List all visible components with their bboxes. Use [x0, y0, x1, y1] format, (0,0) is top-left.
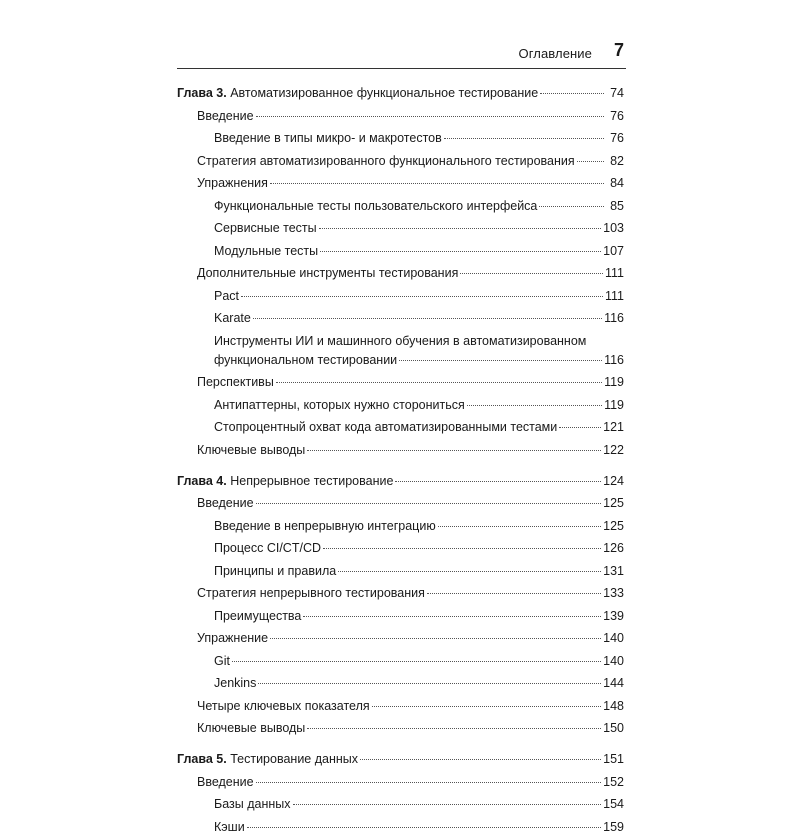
toc-page-number: 116 — [604, 311, 624, 325]
toc-entry-title: Введение — [197, 108, 254, 123]
toc-entry-title: Модульные тесты — [214, 243, 319, 258]
toc-entry-title: Сервисные тесты — [214, 221, 317, 235]
toc-entry[interactable] — [177, 697, 624, 716]
toc-page-number: 116 — [604, 352, 624, 367]
toc-page-number: 150 — [603, 721, 624, 735]
toc-entry[interactable] — [177, 242, 624, 261]
toc-page-number: 152 — [603, 774, 624, 789]
toc-page-number: 76 — [610, 108, 624, 123]
chapter-title: Тестирование данных — [230, 752, 359, 766]
toc-entry[interactable] — [177, 795, 624, 814]
toc-entry[interactable] — [177, 396, 624, 415]
toc-entry-title: Введение в типы микро- и макротестов — [214, 131, 442, 145]
toc-entry-title-continued: функциональном тестировании — [214, 352, 398, 367]
dot-leader — [427, 593, 601, 594]
toc-entry[interactable] — [177, 197, 624, 216]
toc-entry-title: Функциональные тесты пользовательского интерфейса — [214, 198, 538, 213]
dot-leader — [539, 206, 604, 207]
toc-entry[interactable] — [177, 418, 624, 437]
dot-leader — [307, 450, 601, 451]
toc-page-number: 125 — [603, 518, 624, 533]
page-number: 7 — [613, 40, 624, 60]
dot-leader — [559, 427, 601, 428]
dot-leader — [540, 93, 604, 94]
dot-leader — [467, 405, 602, 406]
dot-leader — [319, 228, 602, 229]
toc-entry-title: Инструменты ИИ и машинного обучения в автоматизированном — [214, 333, 587, 348]
toc-page-number: 131 — [603, 563, 624, 578]
toc-entry-title: Преимущества — [214, 608, 302, 623]
dot-leader — [577, 161, 604, 162]
toc-page-number: 111 — [604, 266, 624, 280]
toc-entry-title: Перспективы — [197, 375, 274, 389]
toc-entry[interactable] — [177, 152, 624, 171]
toc-entry-title: Процесс CI/CT/CD — [214, 541, 321, 555]
running-header — [177, 40, 626, 69]
toc-page-number: 111 — [604, 288, 624, 303]
toc-entry-title: Git — [214, 653, 230, 668]
dot-leader — [320, 251, 601, 252]
dot-leader — [460, 273, 603, 274]
toc-entry-title: Кэши — [214, 819, 245, 834]
toc-page-number: 133 — [603, 586, 624, 600]
toc-page-number: 85 — [610, 198, 624, 213]
toc-page-number: 121 — [603, 420, 624, 434]
toc-entry[interactable] — [177, 441, 624, 460]
dot-leader — [258, 683, 601, 684]
toc-page-number: 119 — [604, 397, 624, 412]
dot-leader — [395, 481, 601, 482]
dot-leader — [303, 616, 601, 617]
dot-leader — [232, 661, 601, 662]
toc-entry-title: Антипаттерны, которых нужно сторониться — [214, 397, 465, 412]
dot-leader — [307, 728, 601, 729]
dot-leader — [253, 318, 602, 319]
toc-page-number: 125 — [603, 496, 624, 510]
toc-page-number: 124 — [603, 473, 624, 488]
dot-leader — [270, 638, 601, 639]
toc-page-number: 140 — [603, 653, 624, 668]
toc-page-number: 159 — [603, 819, 624, 834]
toc-page-number: 140 — [603, 631, 624, 645]
toc-entry[interactable] — [177, 584, 624, 603]
toc-entry-title: Стопроцентный охват кода автоматизированными тестами — [214, 420, 558, 434]
toc-chapter-3[interactable] — [177, 84, 624, 103]
toc-entry-title: Стратегия автоматизированного функционального тестирования — [197, 153, 575, 168]
toc-page-number: 154 — [603, 797, 624, 811]
toc-page-number: 139 — [603, 608, 624, 623]
dot-leader — [256, 116, 604, 117]
toc-entry-title: Принципы и правила — [214, 563, 337, 578]
toc-entry[interactable] — [177, 373, 624, 392]
toc-page-number: 126 — [603, 541, 624, 555]
dot-leader — [270, 183, 604, 184]
chapter-title: Непрерывное тестирование — [230, 473, 394, 488]
dot-leader — [293, 804, 602, 805]
toc-entry-title: Дополнительные инструменты тестирования — [197, 266, 459, 280]
toc-entry[interactable] — [177, 174, 624, 193]
table-of-contents — [177, 84, 624, 840]
toc-page-number: 103 — [603, 221, 624, 235]
toc-entry-title: Введение — [197, 496, 254, 510]
toc-entry[interactable] — [177, 652, 624, 671]
chapter-label: Глава 4. — [177, 473, 227, 488]
toc-entry[interactable] — [177, 773, 624, 792]
toc-entry-multiline[interactable] — [177, 332, 624, 370]
toc-page-number: 151 — [603, 752, 624, 766]
toc-entry[interactable] — [177, 607, 624, 626]
dot-leader — [372, 706, 602, 707]
toc-entry-title: Введение — [197, 774, 254, 789]
dot-leader — [399, 360, 602, 361]
dot-leader — [438, 526, 601, 527]
toc-entry[interactable] — [177, 107, 624, 126]
toc-chapter-5[interactable] — [177, 750, 624, 769]
dot-leader — [323, 548, 601, 549]
dot-leader — [247, 827, 601, 828]
toc-entry[interactable] — [177, 719, 624, 738]
toc-entry[interactable] — [177, 629, 624, 648]
toc-page-number: 76 — [610, 131, 624, 145]
toc-entry-title: Введение в непрерывную интеграцию — [214, 518, 436, 533]
toc-entry-title: Ключевые выводы — [197, 442, 306, 457]
chapter-title: Автоматизированное функциональное тестирование — [230, 86, 539, 100]
toc-entry-title: Стратегия непрерывного тестирования — [197, 586, 425, 600]
toc-chapter-4[interactable] — [177, 472, 624, 491]
toc-entry[interactable] — [177, 494, 624, 513]
toc-entry-title: Ключевые выводы — [197, 721, 306, 735]
toc-entry-title: Базы данных — [214, 797, 291, 811]
toc-page-number: 119 — [604, 375, 624, 389]
toc-entry[interactable] — [177, 287, 624, 306]
toc-page-number: 148 — [603, 698, 624, 713]
dot-leader — [360, 759, 601, 760]
toc-entry[interactable] — [177, 674, 624, 693]
dot-leader — [256, 782, 602, 783]
dot-leader — [276, 382, 602, 383]
toc-page-number: 122 — [603, 442, 624, 457]
toc-entry[interactable] — [177, 517, 624, 536]
toc-entry-title: Jenkins — [214, 676, 257, 690]
dot-leader — [444, 138, 604, 139]
toc-entry-title: Четыре ключевых показателя — [197, 698, 370, 713]
toc-entry[interactable] — [177, 264, 624, 283]
chapter-label: Глава 5. — [177, 752, 227, 766]
chapter-gap — [177, 742, 624, 751]
toc-page-number: 84 — [610, 176, 624, 190]
dot-leader — [241, 296, 603, 297]
toc-entry[interactable] — [177, 129, 624, 148]
running-header-title: Оглавление — [518, 46, 592, 61]
toc-entry-title: Упражнения — [197, 176, 268, 190]
toc-entry-title: Karate — [214, 311, 251, 325]
toc-entry[interactable] — [177, 219, 624, 238]
dot-leader — [256, 503, 602, 504]
toc-page-number: 82 — [610, 153, 624, 168]
chapter-label: Глава 3. — [177, 86, 227, 100]
toc-entry-title: Pact — [214, 288, 240, 303]
toc-entry[interactable] — [177, 818, 624, 837]
toc-entry[interactable] — [177, 539, 624, 558]
toc-entry[interactable] — [177, 562, 624, 581]
chapter-gap — [177, 463, 624, 472]
toc-page-number: 74 — [610, 86, 624, 100]
dot-leader — [338, 571, 601, 572]
toc-page-number: 107 — [603, 243, 624, 258]
toc-entry[interactable] — [177, 309, 624, 328]
toc-page-number: 144 — [603, 676, 624, 690]
toc-entry-title: Упражнение — [197, 631, 269, 645]
